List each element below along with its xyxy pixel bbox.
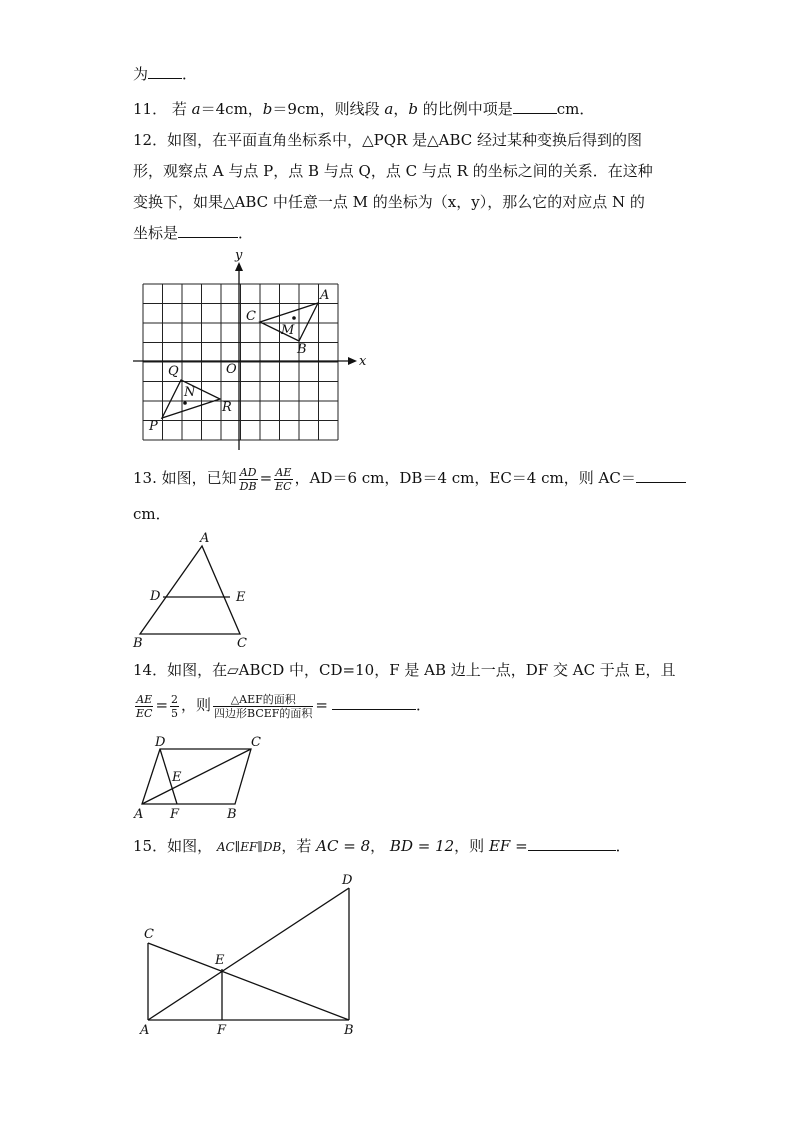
q13-label-a: A	[200, 531, 210, 546]
q14-equals: =	[155, 696, 169, 714]
q10-text: 为	[133, 65, 149, 83]
q11-text: 若	[171, 100, 187, 118]
q14-frac-num: AE	[136, 692, 153, 706]
q11-b-value: ＝9cm，则线段	[272, 100, 380, 118]
q13-frac2-num: AE	[275, 465, 292, 479]
q10-end: ．	[182, 65, 198, 83]
q12-text-line3: 变换下，如果△ABC 中任意一点 M 的坐标为（x，y），那么它的对应点 N 的	[133, 193, 645, 211]
q14-label-a: A	[134, 807, 144, 822]
q11-number: 11．	[133, 100, 168, 118]
q13-frac1-den: DB	[239, 479, 257, 493]
label-q: Q	[168, 364, 179, 379]
q14-label-b: B	[227, 807, 237, 822]
q15-text3: ，则	[454, 837, 485, 855]
q13-label-b: B	[133, 636, 143, 651]
q14-text2: ，则	[181, 696, 212, 714]
q13-number: 13.	[133, 469, 157, 487]
q15-label-b: B	[344, 1023, 354, 1038]
q15-ef-label: EF =	[488, 837, 528, 855]
q15-label-d: D	[342, 873, 353, 888]
q14-val-num: 2	[171, 692, 179, 706]
q11-var-a: a	[191, 100, 201, 118]
q15-ac-value: AC = 8	[316, 837, 371, 855]
q11-comma: ，	[393, 100, 409, 118]
label-x: x	[359, 354, 367, 369]
q14-area-num: △AEF的面积	[213, 693, 313, 707]
q12-end: ．	[238, 224, 254, 242]
q13-given: ，AD＝6 cm，DB＝4 cm，EC＝4 cm，则 AC＝	[294, 469, 636, 487]
q14-label-f: F	[170, 807, 180, 822]
q11-var-b2: b	[408, 100, 418, 118]
q13-text: 如图，已知	[161, 469, 237, 487]
q14-label-c: C	[251, 735, 261, 750]
label-a: A	[320, 288, 330, 303]
q14-label-d: D	[155, 735, 166, 750]
q11-question: 的比例中项是	[422, 100, 513, 118]
label-y: y	[235, 248, 243, 263]
q14-frac-den: EC	[136, 706, 153, 720]
q14-end: ．	[416, 696, 432, 714]
label-origin: O	[226, 362, 237, 377]
q13-equals: =	[259, 469, 273, 487]
q14-val-den: 5	[171, 706, 179, 720]
q14-area-den: 四边形BCEF的面积	[214, 706, 313, 720]
q15-number: 15．	[133, 837, 168, 855]
q15-text2: ，若	[281, 837, 312, 855]
q11-a-value: ＝4cm，	[200, 100, 263, 118]
q15-label-a: A	[140, 1023, 150, 1038]
q11-unit: cm．	[556, 100, 595, 118]
q12-text-line4: 坐标是	[133, 224, 179, 242]
q13-unit: cm．	[133, 505, 171, 523]
label-c: C	[246, 309, 256, 324]
q14-number: 14．	[133, 661, 168, 679]
q13-label-e: E	[236, 590, 246, 605]
q15-bd-value: BD = 12	[389, 837, 455, 855]
q13-frac1-num: AD	[239, 465, 257, 479]
q12-number: 12．	[133, 131, 168, 149]
q12-text-line2: 形，观察点 A 与点 P，点 B 与点 Q，点 C 与点 R 的坐标之间的关系．在这种	[133, 162, 653, 180]
q13-label-d: D	[150, 589, 161, 604]
q15-text1: 如图，	[167, 837, 213, 855]
q14-equals2: =	[315, 696, 328, 714]
label-b: B	[297, 342, 307, 357]
q12-text-line1: 如图，在平面直角坐标系中，△PQR 是△ABC 经过某种变换后得到的图	[167, 131, 642, 149]
label-p: P	[149, 419, 158, 434]
q15-label-c: C	[144, 927, 154, 942]
q11-var-a2: a	[384, 100, 394, 118]
q15-label-f: F	[217, 1023, 227, 1038]
q11-var-b: b	[262, 100, 273, 118]
q15-parallel-relation: AC∥EF∥DB	[216, 840, 282, 854]
label-m: M	[281, 323, 295, 338]
q15-end: ．	[615, 837, 631, 855]
q13-frac2-den: EC	[275, 479, 292, 493]
q14-text-line1: 如图，在▱ABCD 中，CD=10，F 是 AB 边上一点，DF 交 AC 于点 E，且	[167, 661, 676, 679]
label-n: N	[184, 385, 196, 400]
label-r: R	[222, 400, 232, 415]
q15-label-e: E	[215, 953, 225, 968]
q15-sep: ，	[370, 837, 386, 855]
q14-label-e: E	[172, 770, 182, 785]
q13-label-c: C	[237, 636, 247, 651]
